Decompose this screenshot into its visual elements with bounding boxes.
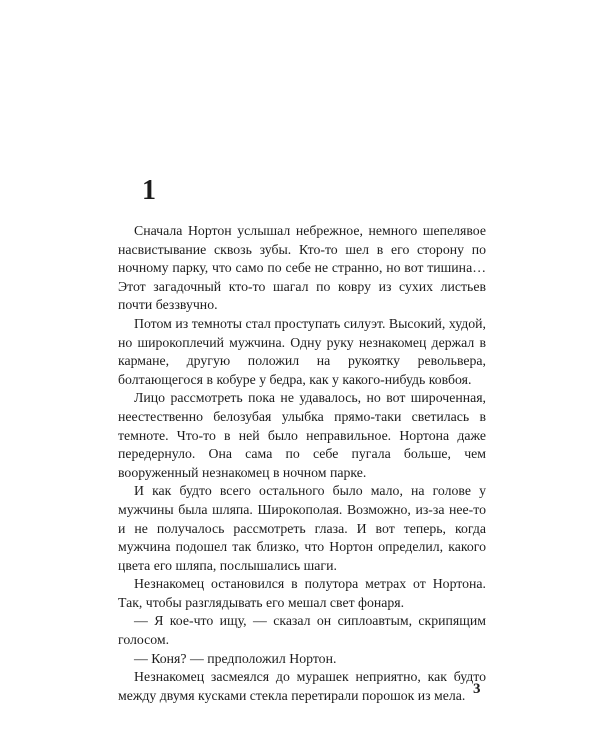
paragraph: Незнакомец остановился в полутора метрах от Нортона. Так, чтобы разглядывать его мешал свет фонаря.: [118, 576, 486, 610]
paragraph: Сначала Нортон услышал небрежное, немного шепелявое насвистывание сквозь зубы. Кто-то шел в его сторону по ночному парку, что само по себе не странно, но вот тишина… Этот загадочный кто-то шагал по ковру из сухих листьев почти беззвучно.: [118, 223, 486, 313]
paragraph: — Я кое-что ищу, — сказал он сиплоавтым, скрипящим голосом.: [118, 613, 486, 648]
paragraph: Незнакомец засмеялся до мурашек неприятно, как будто между двумя кусками стекла перетирали порошок из мела.: [118, 669, 486, 703]
paragraph: И как будто всего остального было мало, на голове у мужчины была шляпа. Широкополая. Возможно, из-за нее-то и не получалось рассмотреть глаза. И вот теперь, когда мужчина подошел так близко, что Нортон определил, какого цвета его шляпа, послышались шаги.: [118, 483, 486, 573]
chapter-body: [118, 222, 486, 705]
page-number: 3: [473, 681, 481, 697]
paragraph: Лицо рассмотреть пока не удавалось, но вот широченная, неестественно белозубая улыбка прямо-таки светилась в темноте. Что-то в ней было неправильное. Нортона даже передернуло. Она сама по себе пугала больше, чем вооруженный незнакомец в ночном парке.: [118, 390, 486, 480]
paragraph: — Коня? — предположил Нортон.: [134, 650, 337, 666]
chapter-number: 1: [142, 175, 156, 206]
paragraph: Потом из темноты стал проступать силуэт. Высокий, худой, но широкоплечий мужчина. Одну руку незнакомец держал в кармане, другую положил на рукоятку револьвера, болтающегося в кобуре у бедра, как у какого-нибудь ковбоя.: [118, 315, 486, 387]
